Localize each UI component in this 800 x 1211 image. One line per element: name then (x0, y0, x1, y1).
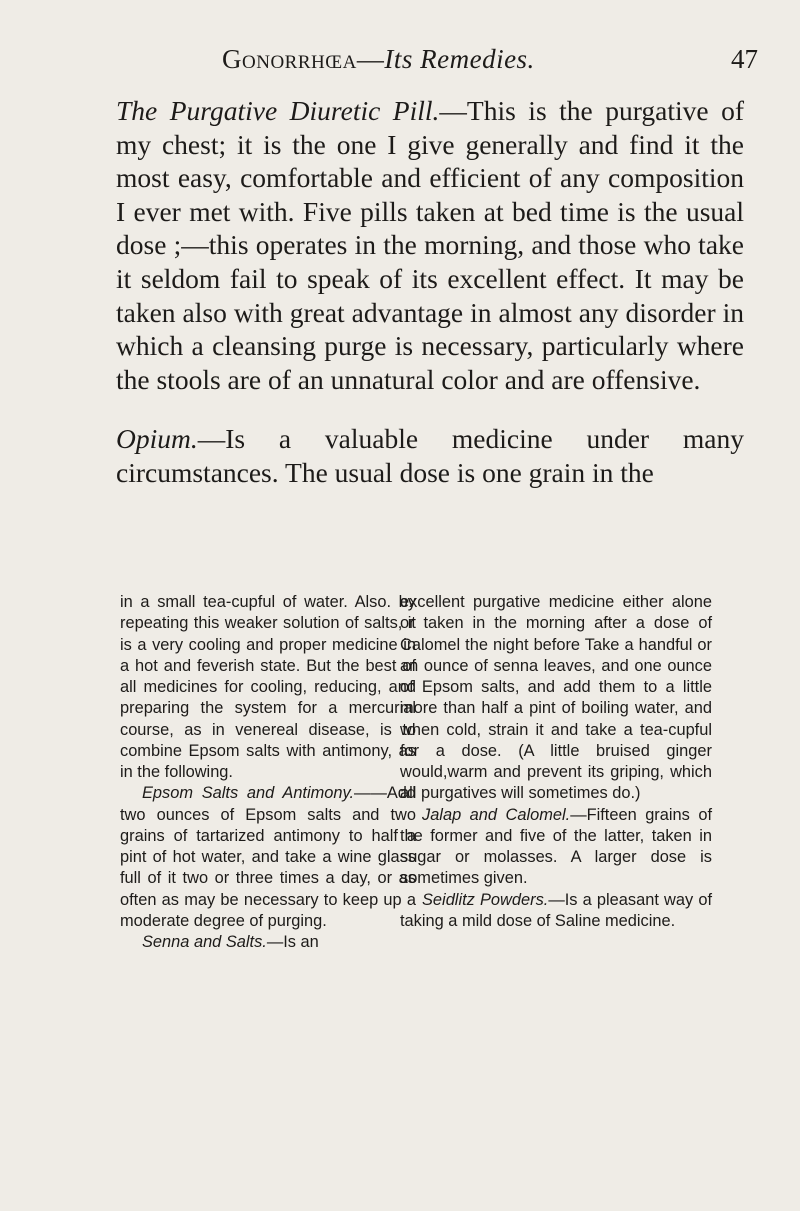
paragraph-heading: Seidlitz Powders. (422, 890, 549, 909)
paragraph-heading: Opium. (116, 423, 198, 455)
paragraph-body: —Is a valuable medicine under many circumstances. The usual dose is one grain in the (116, 423, 744, 488)
paragraph-heading: Senna and Salts. (142, 933, 267, 951)
right-column (400, 592, 712, 932)
paragraph-heading: Jalap and Calomel. (422, 805, 571, 824)
paragraph-body: —Is a pleasant way of taking a mild dose of Saline medicine. (400, 890, 712, 930)
left-paragraph-epsom-antimony (120, 783, 416, 932)
paragraph-body: —Is an (266, 933, 319, 951)
right-paragraph-1: excellent purgative medicine either alone or taken in the morning after a dose of Calomel the night before Take a handful or an ounce of senna leaves, and one ounce of Epsom salts, and add them to a little more than half a pint of boiling water, and when cold, strain it and take a tea-cupful for a dose. (A little bruised ginger would,warm and prevent its griping, which all purgatives will sometimes do.) (400, 593, 712, 803)
paragraph-body: —This is the purgative of my chest; it is the one I give generally and find it the most easy, comfortable and efficient of any composition I ever met with. Five pills taken at bed time is the usual dose ;—this operates in the morning, and those who take it seldom fail to speak of its excellent effect. It may be taken also with great advantage in almost any disorder in which a cleansing purge is necessary, particularly where the stools are of an unnatural color and are offensive. (116, 95, 745, 395)
paragraph-opium (116, 422, 744, 489)
running-head-separator: — (356, 44, 385, 74)
right-paragraph-jalap-calomel (400, 805, 712, 890)
paragraph-heading: The Purgative Diuretic Pill. (116, 95, 440, 126)
running-head-title: Gonorrhœa (222, 44, 357, 74)
left-column (120, 592, 416, 953)
left-paragraph-1: in a small tea-cupful of water. Also. by repeating this weaker solution of salts, it is a very cooling and proper medicine in a hot and feverish state. But the best of all medicines for cooling, reducing, and preparing the system for a mercurial course, as in venereal disease, is to combine Epsom salts with antimony, as in the following. (120, 593, 416, 781)
paragraph-body: —Fifteen grains of the former and five of the latter, taken in sugar or molasses. A larger dose is sometimes given. (400, 805, 712, 888)
running-head-subtitle: Its Remedies. (384, 44, 535, 74)
page-number: 47 (731, 44, 758, 74)
left-paragraph-senna-salts (120, 932, 416, 953)
right-paragraph-seidlitz (400, 890, 712, 933)
main-text (116, 94, 744, 490)
paragraph-purgative-diuretic-pill (116, 94, 744, 396)
paragraph-heading: Epsom Salts and Antimony. (142, 784, 355, 803)
running-head (222, 44, 742, 75)
paragraph-body: ——Add two ounces of Epsom salts and two grains of tartarized antimony to half a pint of hot water, and take a wine glass full of it two or three times a day, or as often as may be necessary to keep up a moderate degree of purging. (120, 784, 416, 930)
